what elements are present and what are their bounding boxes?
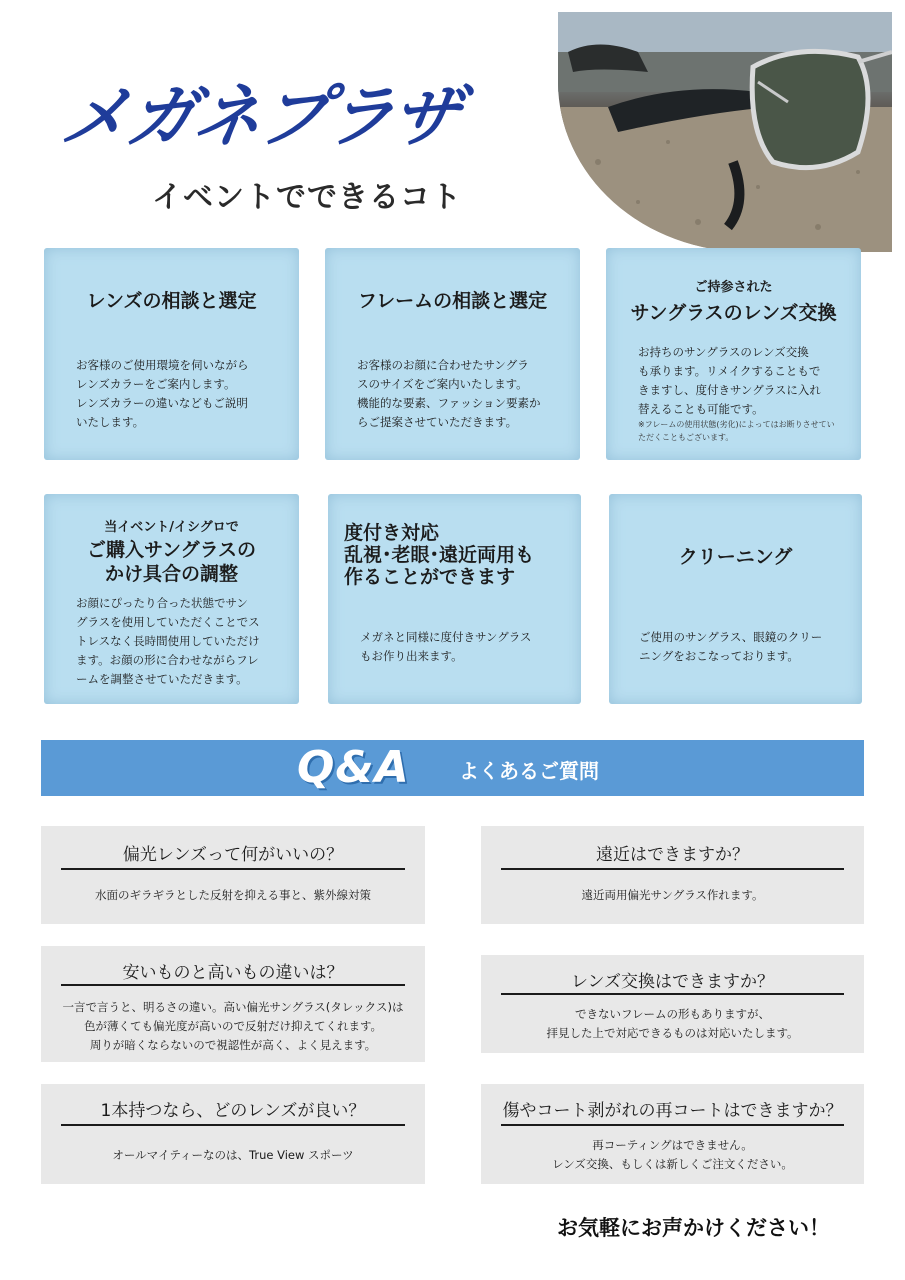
service-card-cleaning [609, 494, 862, 704]
page-subtitle: イベントでできるコト [152, 180, 462, 215]
service-card-fitting [44, 494, 299, 704]
faq-divider [61, 984, 405, 986]
faq-item [41, 1084, 425, 1184]
sunglasses-illustration [558, 12, 892, 252]
card-body-line: お客様のご使用環境を伺いながら [76, 358, 249, 372]
card-title-line: ご購入サングラスの [86, 539, 257, 561]
card-body-line: お顔にぴったり合った状態でサン [76, 596, 248, 610]
faq-answer-line: 水面のギラギラとした反射を抑える事と、紫外線対策 [95, 888, 371, 902]
card-body-line: メガネと同様に度付きサングラス [360, 630, 532, 644]
faq-question: 1本持つなら、どのレンズが良い？ [100, 1101, 366, 1121]
card-title: フレームの相談と選定 [357, 290, 548, 312]
card-body-line: 機能的な要素、ファッション要素か [357, 396, 541, 410]
card-title: クリーニング [678, 546, 793, 568]
closing-message: お気軽にお声かけください！ [557, 1216, 830, 1240]
sunglasses-photo [558, 12, 892, 252]
card-body-line: ニングをおこなっております。 [639, 649, 799, 663]
faq-divider [501, 868, 844, 870]
card-body-line: トレスなく長時間使用していただけ [76, 634, 260, 648]
card-title-line: かけ具合の調整 [104, 563, 238, 585]
faq-item [481, 826, 864, 924]
card-body-line: レンズカラーの違いなどもご説明 [76, 396, 248, 410]
service-card-lens-replace [606, 248, 861, 460]
faq-divider [61, 868, 405, 870]
card-title [44, 538, 299, 586]
faq-answer-line: 再コーティングはできません。 [592, 1138, 753, 1152]
card-body-line: お客様のお顔に合わせたサングラ [357, 358, 529, 372]
brand-logo: メガネプラザ [56, 78, 464, 157]
faq-answer-line: 周りが暗くならないので視認性が高く、よく見えます。 [89, 1038, 377, 1052]
card-subtitle: 当イベント/イシグロで [104, 520, 239, 535]
faq-answer [41, 1146, 425, 1165]
faq-answer-line: レンズ交換、もしくは新しくご注文ください。 [552, 1157, 793, 1171]
card-body [357, 356, 541, 432]
card-title-line: 乱視･老眼･遠近両用も [344, 544, 535, 566]
faq-answer [41, 886, 425, 905]
faq-question: 偏光レンズって何がいいの？ [122, 845, 344, 865]
card-body-line: ームを調整させていただきます。 [76, 672, 248, 686]
card-subtitle: ご持参された [694, 280, 773, 295]
qa-mark: Q&A [297, 742, 410, 793]
card-body-line: お持ちのサングラスのレンズ交換 [638, 345, 809, 359]
card-note-line: ただくこともございます。 [638, 433, 734, 442]
qa-header-bar [41, 740, 864, 796]
card-note [638, 418, 835, 444]
card-body-line: グラスを使用していただくことでス [76, 615, 260, 629]
card-body [639, 628, 822, 666]
faq-answer [481, 1005, 864, 1043]
faq-answer-line: オールマイティーなのは、True View スポーツ [112, 1148, 354, 1162]
faq-answer [481, 1136, 864, 1174]
card-body-line: レンズカラーをご案内します。 [76, 377, 236, 391]
faq-answer-line: 拝見した上で対応できるものは対応いたします。 [546, 1026, 799, 1040]
card-body [638, 343, 821, 419]
card-body-line: 替えることも可能です。 [638, 402, 764, 416]
card-title [344, 522, 581, 588]
card-body-line: いたします。 [76, 415, 145, 429]
faq-answer-line: できないフレームの形もありますが、 [574, 1007, 771, 1021]
faq-answer-line: 遠近両用偏光サングラス作れます。 [581, 888, 764, 902]
card-body-line: もお作り出来ます。 [360, 649, 463, 663]
faq-item [481, 955, 864, 1053]
faq-answer-line: 一言で言うと、明るさの違い。高い偏光サングラス(タレックス)は [62, 1000, 404, 1014]
faq-item [41, 826, 425, 924]
card-body-line: きますし、度付きサングラスに入れ [638, 383, 821, 397]
service-card-lens-consult [44, 248, 299, 460]
faq-question: レンズ交換はできますか？ [570, 972, 775, 992]
faq-item [41, 946, 425, 1062]
card-body-line: スのサイズをご案内いたします。 [357, 377, 528, 391]
faq-question: 傷やコート剥がれの再コートはできますか？ [502, 1101, 843, 1121]
service-card-frame-consult [325, 248, 580, 460]
faq-divider [501, 1124, 844, 1126]
faq-answer [481, 886, 864, 905]
card-title-line: 作ることができます [344, 566, 516, 588]
service-card-prescription [328, 494, 581, 704]
card-title-line: 度付き対応 [344, 522, 440, 544]
card-title: レンズの相談と選定 [86, 290, 257, 312]
qa-label: よくあるご質問 [459, 759, 599, 783]
faq-answer [41, 998, 425, 1055]
card-body [76, 356, 249, 432]
faq-answer-line: 色が薄くても偏光度が高いので反射だけ抑えてくれます。 [83, 1019, 383, 1033]
card-note-line: ※フレームの使用状態(劣化)によってはお断りさせてい [638, 420, 835, 429]
card-body-line: らご提案させていただきます。 [357, 415, 518, 429]
faq-question: 安いものと高いもの違いは？ [122, 963, 344, 983]
card-body [76, 594, 260, 689]
card-body-line: ます。お顔の形に合わせながらフレ [76, 653, 259, 667]
card-body-line: ご使用のサングラス、眼鏡のクリー [639, 630, 823, 644]
card-body [360, 628, 531, 666]
card-title: サングラスのレンズ交換 [630, 302, 837, 324]
faq-divider [61, 1124, 405, 1126]
faq-divider [501, 993, 844, 995]
card-body-line: も承ります。リメイクすることもで [638, 364, 821, 378]
faq-item [481, 1084, 864, 1184]
faq-question: 遠近はできますか？ [596, 845, 749, 865]
